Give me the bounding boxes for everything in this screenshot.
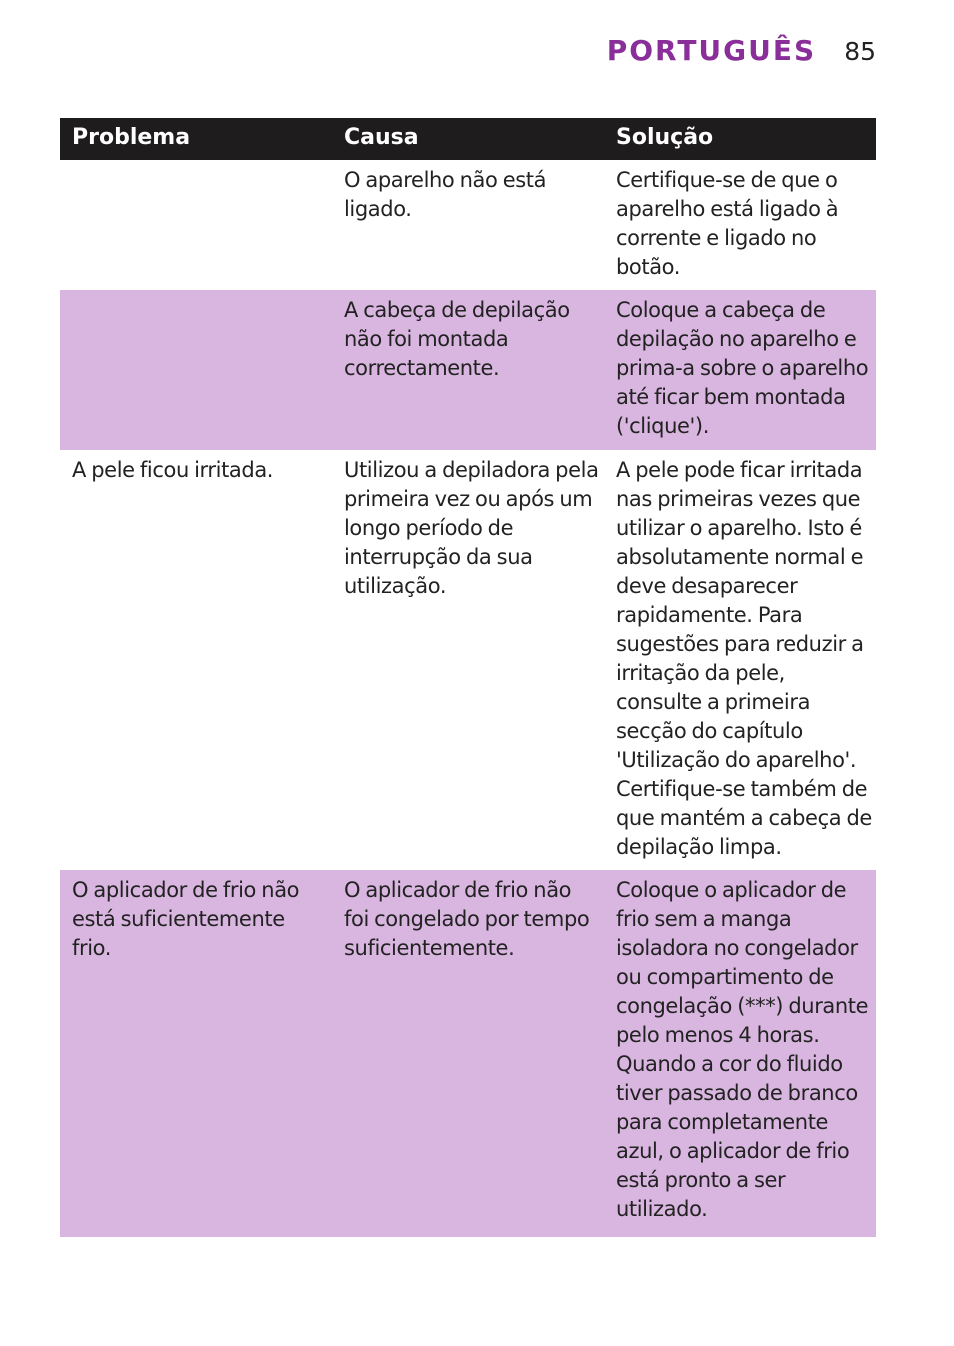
table-header-row: [60, 118, 876, 160]
table-row: [60, 450, 876, 870]
column-header-solution: Solução: [604, 118, 876, 160]
cause-cell: O aparelho não está ligado.: [344, 168, 547, 221]
troubleshooting-table: [60, 118, 876, 1237]
solution-cell: A pele pode ficar irritada nas primeiras vezes que utilizar o aparelho. Isto é absolutamente normal e deve desaparecer rapidamente. Para sugestões para reduzir a irritação da pele, consulte a primeira secção do capítulo 'Utilização do aparelho'. Certifique-se também de que mantém a cabeça de depilação limpa.: [616, 458, 872, 859]
cause-cell: Utilizou a depiladora pela primeira vez ou após um longo período de interrupção da sua utilização.: [344, 458, 599, 598]
solution-cell: Coloque a cabeça de depilação no aparelho e prima-a sobre o aparelho até ficar bem montada ('clique').: [604, 290, 876, 450]
column-header-problem: Problema: [60, 118, 332, 160]
problem-cell: O aplicador de frio não está suficientemente frio.: [60, 870, 332, 1237]
solution-cell: Certifique-se de que o aparelho está ligado à corrente e ligado no botão.: [616, 168, 839, 279]
problem-cell: [60, 290, 332, 450]
column-header-cause: Causa: [332, 118, 604, 160]
table-row: [60, 160, 876, 290]
cause-cell: O aplicador de frio não foi congelado por tempo suficientemente.: [332, 870, 604, 1237]
solution-cell: Coloque o aplicador de frio sem a manga isoladora no congelador ou compartimento de congelação (***) durante pelo menos 4 horas. Quando a cor do fluido tiver passado de branco para completamente azul, o aplicador de frio está pronto a ser utilizado.: [604, 870, 876, 1237]
table-row: [60, 870, 876, 1237]
section-title: PORTUGUÊS: [606, 34, 817, 67]
problem-cell: A pele ficou irritada.: [72, 458, 274, 482]
page-header: [607, 34, 876, 67]
table-row: [60, 290, 876, 450]
problem-cell: [60, 160, 332, 290]
page-number: 85: [844, 37, 876, 66]
cause-cell: A cabeça de depilação não foi montada correctamente.: [332, 290, 604, 450]
